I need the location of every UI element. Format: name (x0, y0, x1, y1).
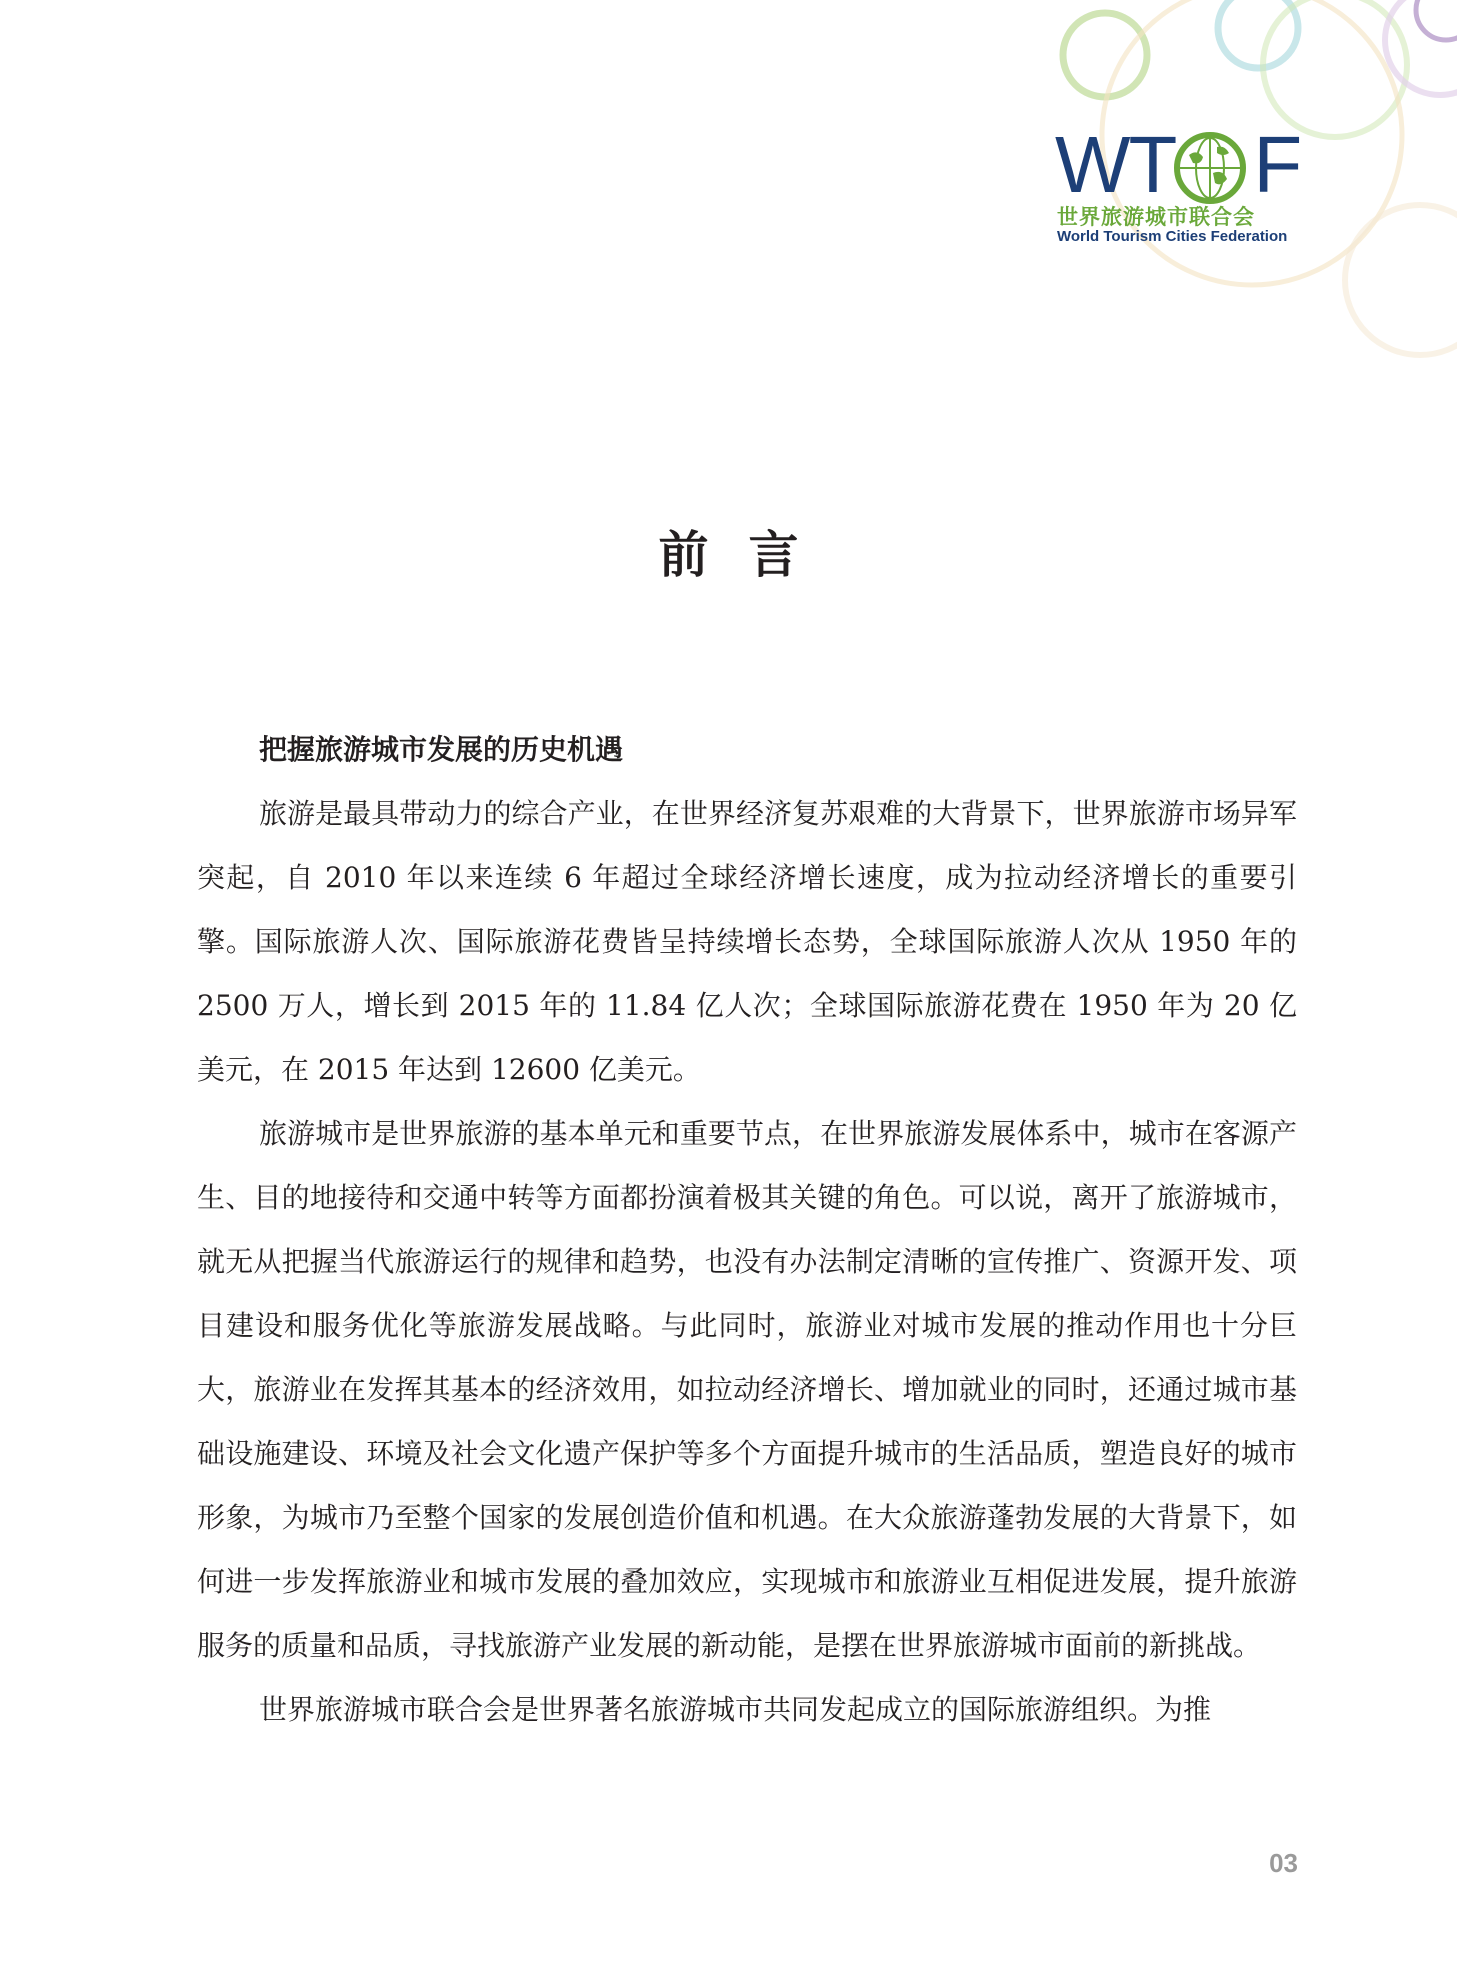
paragraph-2: 旅游城市是世界旅游的基本单元和重要节点，在世界旅游发展体系中，城市在客源产生、目的地接待和交通中转等方面都扮演着极其关键的角色。可以说，离开了旅游城市，就无从把握当代旅游运行的规律和趋势，也没有办法制定清晰的宣传推广、资源开发、项目建设和服务优化等旅游发展战略。与此同时，旅游业对城市发展的推动作用也十分巨大，旅游业在发挥其基本的经济效用，如拉动经济增长、增加就业的同时，还通过城市基础设施建设、环境及社会文化遗产保护等多个方面提升城市的生活品质，塑造良好的城市形象，为城市乃至整个国家的发展创造价值和机遇。在大众旅游蓬勃发展的大背景下，如何进一步发挥旅游业和城市发展的叠加效应，实现城市和旅游业互相促进发展，提升旅游服务的质量和品质，寻找旅游产业发展的新动能，是摆在世界旅游城市面前的新挑战。 (197, 1117, 1297, 1662)
page-title: 前言 (658, 526, 839, 584)
page-number: 03 (1269, 1848, 1298, 1878)
logo-english-name: World Tourism Cities Federation (1057, 228, 1288, 245)
globe-icon (1173, 131, 1247, 205)
paragraph-1: 旅游是最具带动力的综合产业，在世界经济复苏艰难的大背景下，世界旅游市场异军突起，自 2010 年以来连续 6 年超过全球经济增长速度，成为拉动经济增长的重要引擎。国际旅游人次、国际旅游花费皆呈持续增长态势，全球国际旅游人次从 1950 年的 2500 万人，增长到 2015 年的 11.84 亿人次；全球国际旅游花费在 1950 年为 20 亿美元，在 2015 年达到 12600 亿美元。 (197, 797, 1297, 1086)
section-subtitle: 把握旅游城市发展的历史机遇 (259, 733, 624, 766)
document-body (197, 718, 1297, 1742)
paragraph-3: 世界旅游城市联合会是世界著名旅游城市共同发起成立的国际旅游组织。为推 (259, 1693, 1212, 1726)
logo-wordmark-right: F (1253, 120, 1301, 209)
logo-chinese-name: 世界旅游城市联合会 (1057, 205, 1255, 229)
decorative-circles (0, 0, 1457, 600)
wtcf-logo (1055, 120, 1305, 245)
logo-wordmark-left: WT (1055, 120, 1176, 209)
